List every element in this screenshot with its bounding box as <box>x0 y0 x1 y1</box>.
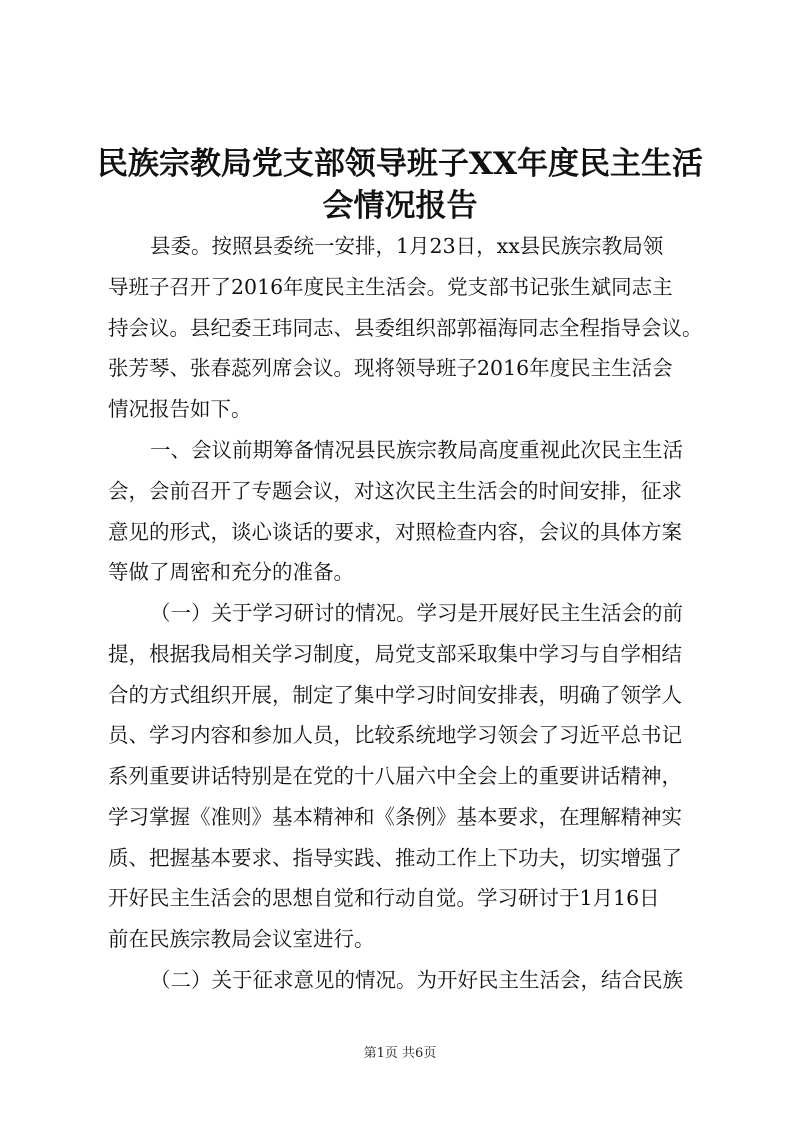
body-line: （二）关于征求意见的情况。为开好民主生活会，结合民族 <box>150 968 683 992</box>
body-line: 员、学习内容和参加人员，比较系统地学习领会了习近平总书记 <box>108 723 682 747</box>
body-line: 会，会前召开了专题会议，对这次民主生活会的时间安排，征求 <box>108 479 682 503</box>
body-line: 导班子召开了2016年度民主生活会。党支部书记张生斌同志主 <box>108 275 673 299</box>
body-line: 县委。按照县委统一安排，1月23日，xx县民族宗教局领 <box>150 234 664 258</box>
body-line: 意见的形式，谈心谈话的要求，对照检查内容，会议的具体方案 <box>108 520 682 544</box>
page-footer: 第1页 共6页 <box>363 1046 437 1061</box>
document-title-line-1: 民族宗教局党支部领导班子XX年度民主生活 <box>96 146 704 182</box>
body-line: 质、把握基本要求、指导实践、推动工作上下功夫，切实增强了 <box>108 846 682 870</box>
body-line: 系列重要讲话特别是在党的十八届六中全会上的重要讲话精神， <box>108 764 682 788</box>
body-line: 持会议。县纪委王玮同志、县委组织部郭福海同志全程指导会议。 <box>108 316 703 340</box>
document-title-line-2: 会情况报告 <box>322 188 478 224</box>
body-line: 等做了周密和充分的准备。 <box>108 560 354 584</box>
body-line: 张芳琴、张春蕊列席会议。现将领导班子2016年度民主生活会 <box>108 356 673 380</box>
body-line: （一）关于学习研讨的情况。学习是开展好民主生活会的前 <box>150 601 683 625</box>
body-line: 开好民主生活会的思想自觉和行动自觉。学习研讨于1月16日 <box>108 886 660 910</box>
body-line: 一、会议前期筹备情况县民族宗教局高度重视此次民主生活 <box>150 438 683 462</box>
body-line: 合的方式组织开展，制定了集中学习时间安排表，明确了领学人 <box>108 683 682 707</box>
body-line: 学习掌握《准则》基本精神和《条例》基本要求，在理解精神实 <box>108 805 682 829</box>
body-line: 前在民族宗教局会议室进行。 <box>108 927 375 951</box>
body-line: 提，根据我局相关学习制度，局党支部采取集中学习与自学相结 <box>108 642 682 666</box>
body-line: 情况报告如下。 <box>108 397 252 421</box>
